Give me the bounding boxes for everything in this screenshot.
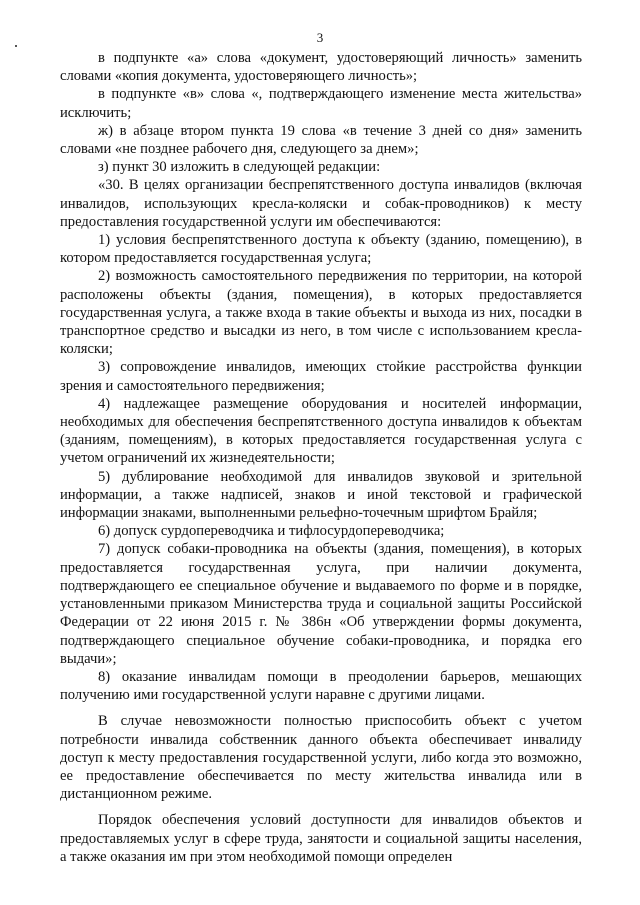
paragraph: 6) допуск сурдопереводчика и тифлосурдопереводчика; [98, 523, 445, 540]
paragraph: В случае невозможности полностью приспособить объект с учетом потребности инвалида собственник данного объекта обеспечивает инвалиду доступ к месту предоставления государственной услуги, либо когда это возможно, ее предоставление обеспечивается по месту жительства инвалида или в дистанционном режиме. [60, 713, 582, 803]
paragraph: «30. В целях организации беспрепятственного доступа инвалидов (включая инвалидов, использующих кресла-коляски и собак-проводников) к месту предоставления государственной услуги им обеспечиваются: [60, 177, 582, 230]
paragraph: в подпункте «в» слова «, подтверждающего изменение места жительства» исключить; [60, 86, 582, 121]
paragraph: 5) дублирование необходимой для инвалидов звуковой и зрительной информации, а также надписей, знаков и иной текстовой и графической информации знаками, выполненными рельефно-точечным шрифтом Брайля; [60, 468, 582, 522]
paragraph: 4) надлежащее размещение оборудования и носителей информации, необходимых для обеспечения беспрепятственного доступа инвалидов к объектам (зданиям, помещениям), в которых предоставляется государственная услуга с учетом ограничений их жизнедеятельности; [60, 395, 582, 467]
paragraph: Порядок обеспечения условий доступности для инвалидов объектов и предоставляемых услуг в сфере труда, занятости и социальной защиты населения, а также оказания им при этом необходимой помощи определен [60, 812, 582, 865]
document-body [60, 49, 582, 866]
paragraph: в подпункте «а» слова «документ, удостоверяющий личность» заменить словами «копия документа, удостоверяющего личность»; [60, 50, 582, 85]
paragraph: 8) оказание инвалидам помощи в преодолении барьеров, мешающих получению ими государственной услуги наравне с другими лицами. [60, 668, 582, 704]
paragraph: 3) сопровождение инвалидов, имеющих стойкие расстройства функции зрения и самостоятельного передвижения; [60, 359, 582, 394]
page-number: 3 [316, 30, 324, 45]
paragraph: ж) в абзаце втором пункта 19 слова «в течение 3 дней со дня» заменить словами «не позднее рабочего дня, следующего за днем»; [60, 122, 582, 158]
scan-mark [15, 45, 17, 47]
paragraph: 1) условия беспрепятственного доступа к объекту (зданию, помещению), в котором предоставляется государственная услуга; [60, 232, 582, 267]
paragraph: 7) допуск собаки-проводника на объекты (здания, помещения), в которых предоставляется государственная услуга, при наличии документа, подтверждающего ее специальное обучение и выдаваемого по форме и в порядке, установленными приказом Министерства труда и социальной защиты Российской Федерации от 22 июня 2015 г. № 386н «Об утверждении формы документа, подтверждающего специальное обучение собаки-проводника, и порядка его выдачи»; [60, 541, 582, 667]
paragraph: з) пункт 30 изложить в следующей редакции: [98, 159, 381, 176]
paragraph: 2) возможность самостоятельного передвижения по территории, на которой расположены объекты (здания, помещения), в которых предоставляется государственная услуга, а также входа в такие объекты и выхода из них, посадки в транспортное средство и высадки из него, в том числе с использованием кресла-коляски; [60, 268, 582, 358]
